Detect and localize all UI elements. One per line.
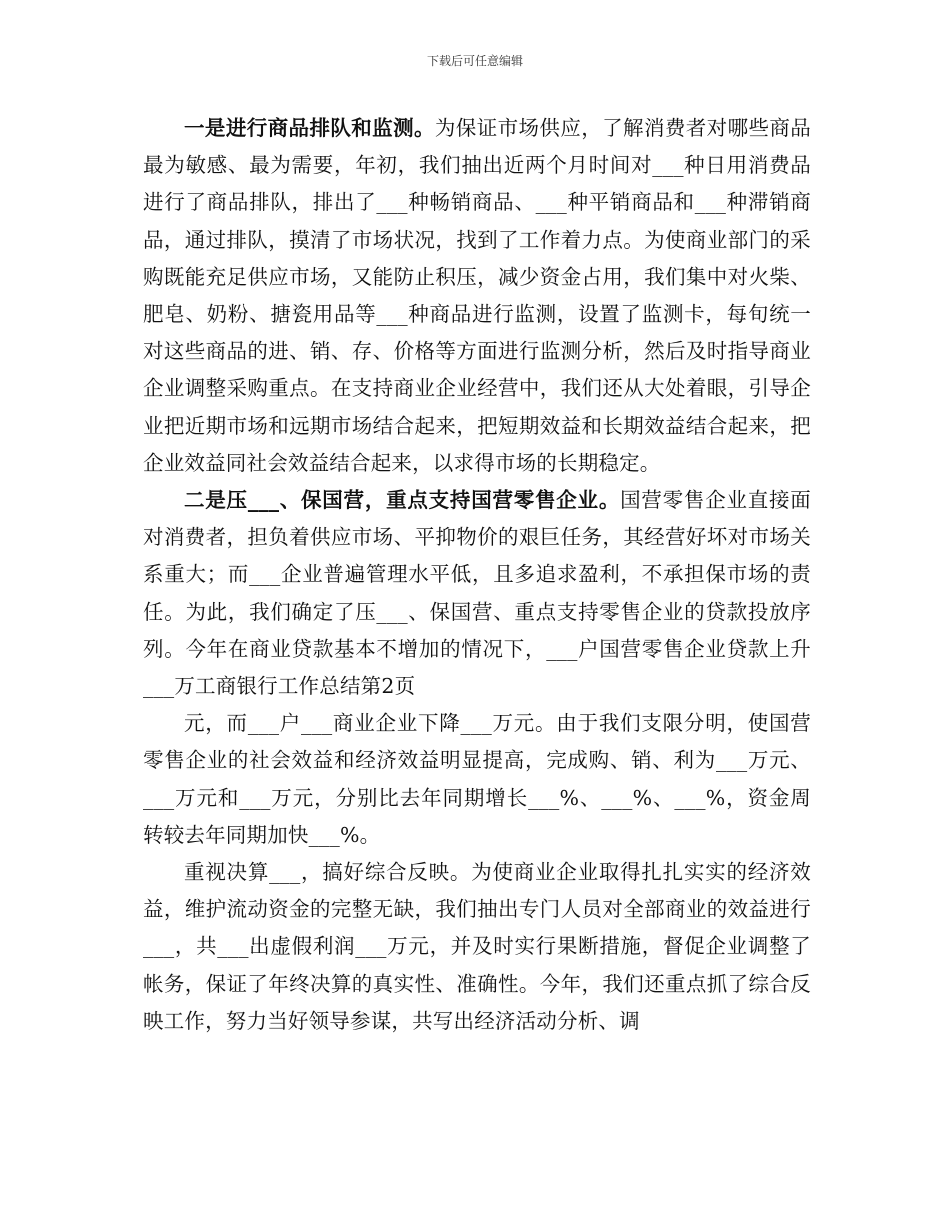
paragraph-1-heading: 一是进行商品排队和监测。 <box>184 116 435 140</box>
paragraph-4-text: 重视决算___，搞好综合反映。为使商业企业取得扎扎实实的经济效益，维护流动资金的完整无缺，我们抽出专门人员对全部商业的效益进行___，共___出虚假利润___万元，并及时实行果断措施，督促企业调整了帐务，保证了年终决算的真实性、准确性。今年，我们还重点抓了综合反映工作，努力当好领导参谋，共写出经济活动分析、调 <box>143 860 811 1033</box>
paragraph-1-text: 为保证市场供应，了解消费者对哪些商品最为敏感、最为需要，年初，我们抽出近两个月时间对___种日用消费品进行了商品排队，排出了___种畅销商品、___种平销商品和___种滞销商品，通过排队，摸清了市场状况，找到了工作着力点。为使商业部门的采购既能充足供应市场，又能防止积压，减少资金占用，我们集中对火柴、肥皂、奶粉、搪瓷用品等___种商品进行监测，设置了监测卡，每旬统一对这些商品的进、销、存、价格等方面进行监测分析，然后及时指导商业企业调整采购重点。在支持商业企业经营中，我们还从大处着眼，引导企业把近期市场和远期市场结合起来，把短期效益和长期效益结合起来，把企业效益同社会效益结合起来，以求得市场的长期稳定。 <box>143 116 811 475</box>
paragraph-2-text: 国营零售企业直接面对消费者，担负着供应市场、平抑物价的艰巨任务，其经营好坏对市场关系重大；而___企业普遍管理水平低，且多追求盈利，不承担保市场的责任。为此，我们确定了压___、保国营、重点支持零售企业的贷款投放序列。今年在商业贷款基本不增加的情况下，___户国营零售企业贷款上升___万工商银行工作总结第2页 <box>143 488 811 699</box>
paragraph-4 <box>143 854 811 1040</box>
paragraph-2-heading: 二是压___、保国营，重点支持国营零售企业。 <box>184 488 621 513</box>
document-body <box>143 110 811 1040</box>
paragraph-3-text: 元，而___户___商业企业下降___万元。由于我们支限分明，使国营零售企业的社会效益和经济效益明显提高，完成购、销、利为___万元、___万元和___万元，分别比去年同期增长___%、___%、___%，资金周转较去年同期加快___%。 <box>143 711 811 847</box>
page-header: 下载后可任意编辑 <box>426 54 523 68</box>
paragraph-1 <box>143 110 811 482</box>
paragraph-3 <box>143 705 811 854</box>
paragraph-2 <box>143 482 811 705</box>
